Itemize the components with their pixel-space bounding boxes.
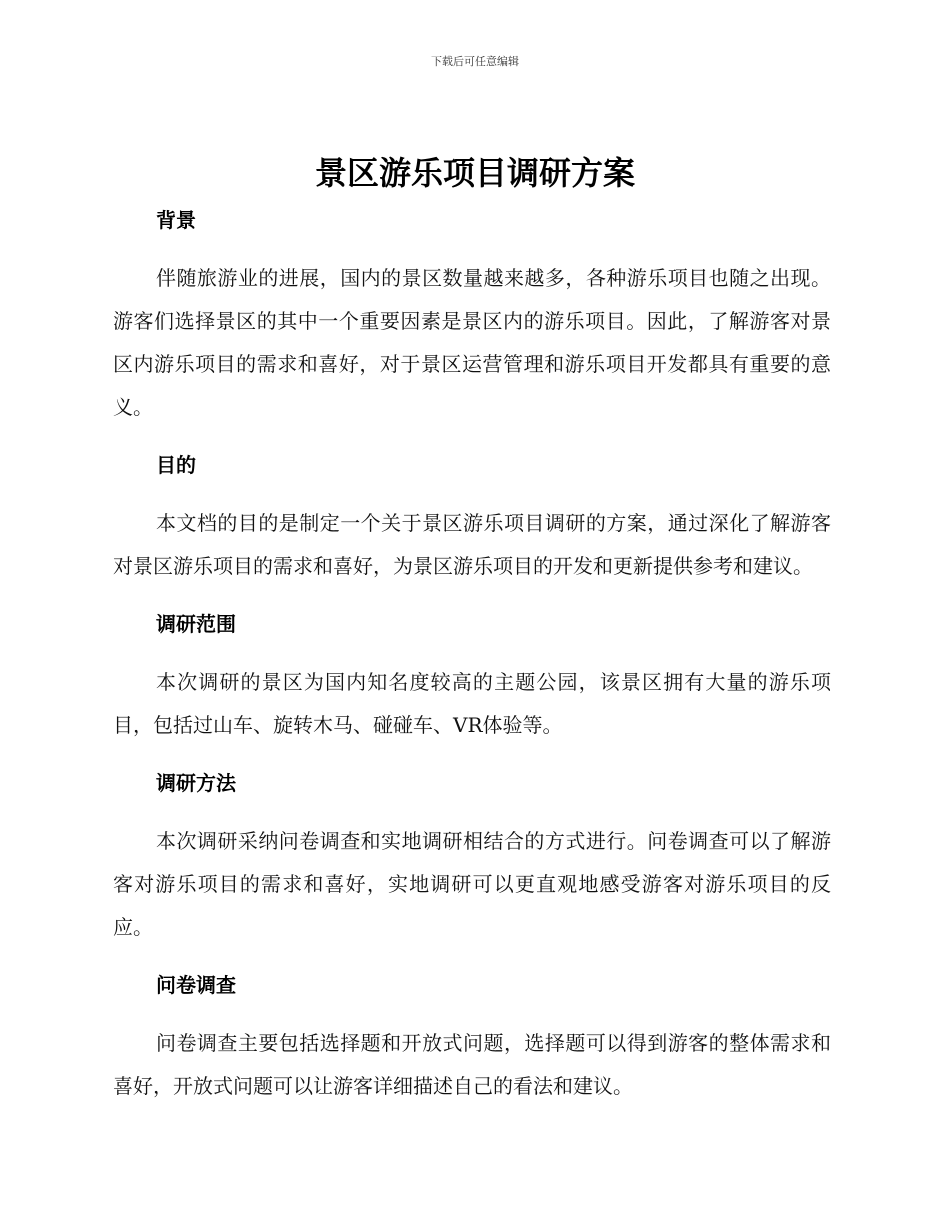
- section-purpose: [113, 450, 831, 588]
- section-heading: 背景: [156, 208, 196, 232]
- section-paragraph: 本次调研的景区为国内知名度较高的主题公园，该景区拥有大量的游乐项目，包括过山车、旋转木马、碰碰车、VR体验等。: [113, 670, 831, 737]
- header-note: 下载后可任意编辑: [431, 55, 519, 68]
- section-heading: 调研方法: [156, 771, 236, 795]
- document-title: 景区游乐项目调研方案: [314, 154, 635, 192]
- section-paragraph: 伴随旅游业的进展，国内的景区数量越来越多，各种游乐项目也随之出现。游客们选择景区的其中一个重要因素是景区内的游乐项目。因此，了解游客对景区内游乐项目的需求和喜好，对于景区运营管理和游乐项目开发都具有重要的意义。: [113, 266, 831, 419]
- section-heading: 调研范围: [156, 612, 236, 636]
- section-background: [113, 205, 831, 429]
- section-paragraph: 本文档的目的是制定一个关于景区游乐项目调研的方案，通过深化了解游客对景区游乐项目的需求和喜好，为景区游乐项目的开发和更新提供参考和建议。: [113, 511, 831, 578]
- section-scope: [113, 609, 831, 747]
- section-questionnaire: [113, 970, 831, 1108]
- document-body: [113, 205, 831, 1129]
- section-heading: 目的: [156, 453, 196, 477]
- section-method: [113, 768, 831, 949]
- section-heading: 问卷调查: [156, 973, 236, 997]
- section-paragraph: 本次调研采纳问卷调查和实地调研相结合的方式进行。问卷调查可以了解游客对游乐项目的需求和喜好，实地调研可以更直观地感受游客对游乐项目的反应。: [113, 829, 831, 939]
- section-paragraph: 问卷调查主要包括选择题和开放式问题，选择题可以得到游客的整体需求和喜好，开放式问题可以让游客详细描述自己的看法和建议。: [113, 1031, 831, 1098]
